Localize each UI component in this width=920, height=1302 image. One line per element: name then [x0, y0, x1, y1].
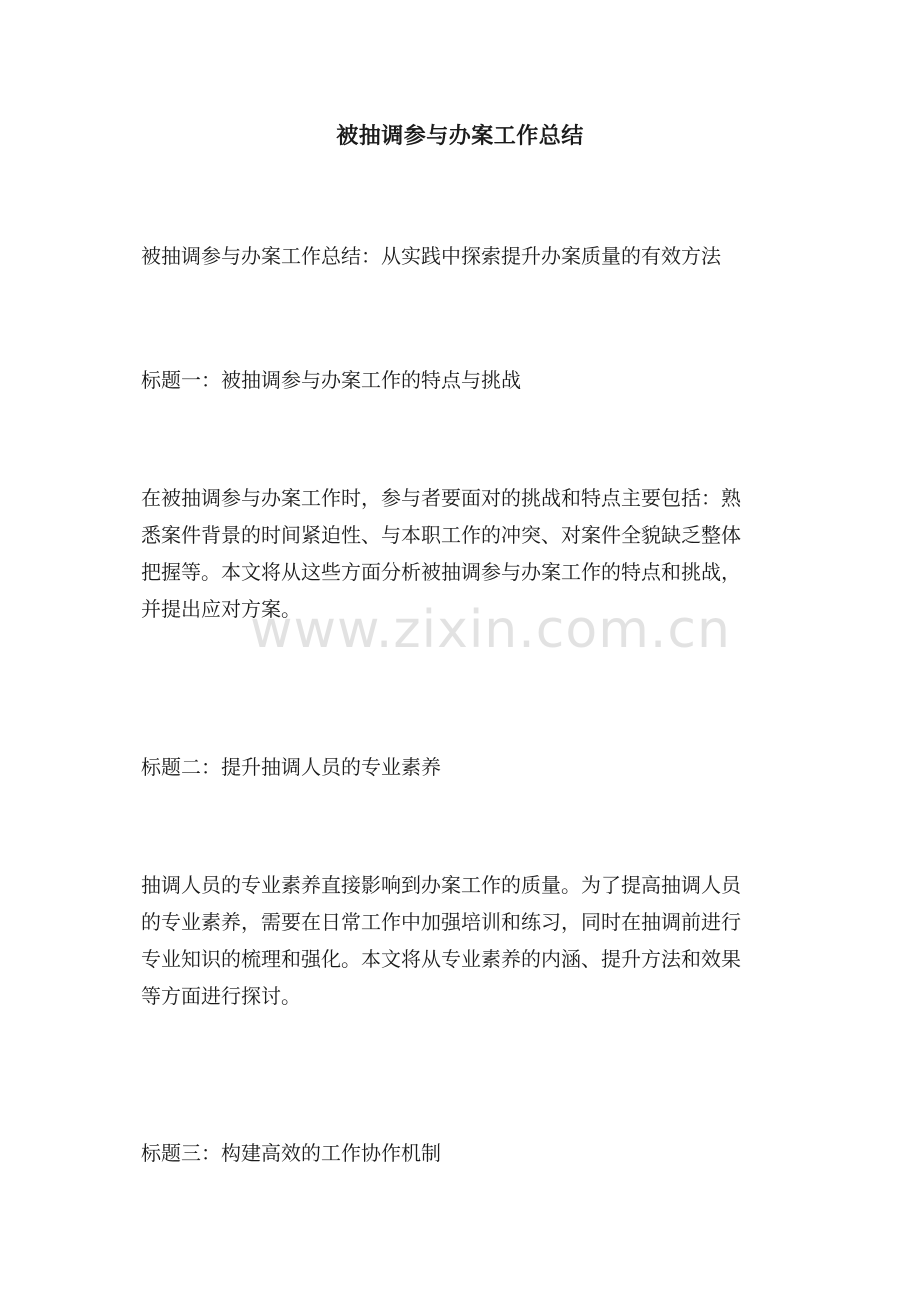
paragraph-line: 专业知识的梳理和强化。本文将从专业素养的内涵、提升方法和效果 — [141, 947, 741, 971]
section-paragraph-2 — [141, 867, 801, 1015]
watermark: www.zixin.com.cn — [250, 600, 731, 660]
paragraph-line: 在被抽调参与办案工作时，参与者要面对的挑战和特点主要包括：熟 — [141, 486, 741, 510]
paragraph-line: 的专业素养，需要在日常工作中加强培训和练习，同时在抽调前进行 — [141, 910, 741, 934]
section-heading-1: 标题一：被抽调参与办案工作的特点与挑战 — [141, 368, 521, 392]
paragraph-line: 等方面进行探讨。 — [141, 984, 301, 1008]
document-subtitle: 被抽调参与办案工作总结：从实践中探索提升办案质量的有效方法 — [141, 244, 721, 268]
section-paragraph-1 — [141, 480, 801, 628]
section-heading-3: 标题三：构建高效的工作协作机制 — [141, 1141, 441, 1165]
paragraph-line: 抽调人员的专业素养直接影响到办案工作的质量。为了提高抽调人员 — [141, 873, 741, 897]
section-heading-2: 标题二：提升抽调人员的专业素养 — [141, 755, 441, 779]
paragraph-line: 把握等。本文将从这些方面分析被抽调参与办案工作的特点和挑战， — [141, 560, 741, 584]
paragraph-line: 悉案件背景的时间紧迫性、与本职工作的冲突、对案件全貌缺乏整体 — [141, 523, 741, 547]
document-title: 被抽调参与办案工作总结 — [336, 123, 584, 149]
paragraph-line: 并提出应对方案。 — [141, 597, 301, 621]
